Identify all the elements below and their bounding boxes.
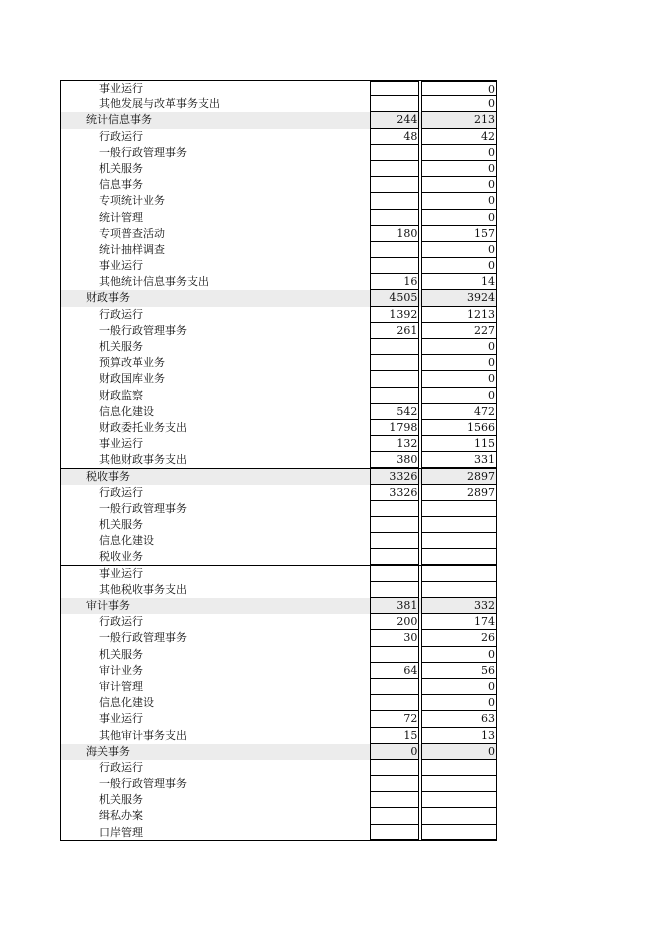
item-label: 机关服务 xyxy=(99,647,143,661)
item-label: 统计管理 xyxy=(99,210,143,224)
amount-cell-b xyxy=(421,792,497,808)
amount-cell-b: 332 xyxy=(421,598,497,614)
amount-cell-b xyxy=(421,825,497,840)
amount-cell-b: 0 xyxy=(421,210,497,226)
amount-cell-a xyxy=(370,388,420,404)
item-label: 行政运行 xyxy=(99,307,143,321)
item-label: 机关服务 xyxy=(99,161,143,175)
item-label: 财政国库业务 xyxy=(99,372,165,386)
amount-cell-b xyxy=(421,776,497,792)
table-row xyxy=(61,776,497,792)
table-row xyxy=(61,485,497,501)
amount-cell-b xyxy=(421,808,497,824)
table-row xyxy=(61,614,497,630)
amount-cell-a xyxy=(370,808,420,824)
amount-cell-a: 64 xyxy=(370,663,420,679)
item-label: 机关服务 xyxy=(99,340,143,353)
table-row xyxy=(61,825,497,841)
item-label: 行政运行 xyxy=(99,485,143,499)
item-label: 事业运行 xyxy=(99,566,143,580)
amount-cell-a: 16 xyxy=(370,274,420,290)
item-label: 机关服务 xyxy=(99,518,143,532)
table-row xyxy=(61,274,497,290)
table-row xyxy=(61,566,497,582)
amount-cell-a xyxy=(370,96,420,112)
amount-cell-b: 2897 xyxy=(421,469,497,485)
item-label: 事业运行 xyxy=(99,82,143,95)
item-label: 财政委托业务支出 xyxy=(99,420,187,434)
amount-cell-b: 0 xyxy=(421,744,497,760)
item-label: 审计管理 xyxy=(99,679,143,693)
amount-cell-b: 472 xyxy=(421,404,497,420)
amount-cell-a: 380 xyxy=(370,452,420,467)
item-label: 一般行政管理事务 xyxy=(99,501,187,515)
amount-cell-b: 3924 xyxy=(421,290,497,306)
amount-cell-b: 0 xyxy=(421,371,497,387)
item-label: 其他发展与改革事务支出 xyxy=(99,97,220,111)
item-label: 其他税收事务支出 xyxy=(99,582,187,596)
table-row xyxy=(61,711,497,727)
amount-cell-a xyxy=(370,549,420,564)
amount-cell-a xyxy=(370,695,420,711)
amount-cell-b: 14 xyxy=(421,274,497,290)
item-label: 一般行政管理事务 xyxy=(99,777,187,791)
amount-cell-b: 63 xyxy=(421,711,497,727)
amount-cell-a: 3326 xyxy=(370,469,420,485)
table-row xyxy=(61,436,497,452)
amount-cell-b xyxy=(421,517,497,533)
section-row xyxy=(61,744,497,760)
amount-cell-a: 1392 xyxy=(370,307,420,323)
amount-cell-b: 0 xyxy=(421,695,497,711)
amount-cell-b: 0 xyxy=(421,81,497,96)
table-row xyxy=(61,517,497,533)
table-row xyxy=(61,663,497,679)
section-label: 审计事务 xyxy=(86,599,130,612)
budget-table xyxy=(60,80,497,841)
amount-cell-a xyxy=(370,679,420,695)
amount-cell-b: 157 xyxy=(421,226,497,242)
amount-cell-b: 331 xyxy=(421,452,497,467)
table-row xyxy=(61,582,497,598)
amount-cell-b: 0 xyxy=(421,96,497,112)
amount-cell-a xyxy=(370,177,420,193)
amount-cell-a xyxy=(370,258,420,274)
table-row xyxy=(61,404,497,420)
table-row xyxy=(61,226,497,242)
amount-cell-b: 0 xyxy=(421,161,497,177)
table-row xyxy=(61,193,497,209)
item-label: 机关服务 xyxy=(99,793,143,807)
table-row xyxy=(61,647,497,663)
amount-cell-b: 56 xyxy=(421,663,497,679)
amount-cell-b: 0 xyxy=(421,242,497,258)
amount-cell-b: 0 xyxy=(421,177,497,193)
amount-cell-a: 1798 xyxy=(370,420,420,436)
table-row xyxy=(61,210,497,226)
amount-cell-a: 261 xyxy=(370,323,420,339)
item-label: 行政运行 xyxy=(99,615,143,629)
amount-cell-b: 42 xyxy=(421,129,497,145)
table-row xyxy=(61,323,497,339)
amount-cell-a: 381 xyxy=(370,598,420,614)
amount-cell-a: 132 xyxy=(370,436,420,452)
item-label: 信息事务 xyxy=(99,178,143,192)
table-row xyxy=(61,96,497,112)
amount-cell-b xyxy=(421,501,497,517)
amount-cell-a xyxy=(370,81,420,96)
amount-cell-b: 227 xyxy=(421,323,497,339)
item-label: 审计业务 xyxy=(99,663,143,677)
item-label: 专项统计业务 xyxy=(99,194,165,208)
table-row xyxy=(61,371,497,387)
item-label: 口岸管理 xyxy=(99,825,143,839)
amount-cell-b: 0 xyxy=(421,145,497,161)
amount-cell-b xyxy=(421,533,497,549)
amount-cell-a: 3326 xyxy=(370,485,420,501)
table-row xyxy=(61,355,497,371)
item-label: 其他财政事务支出 xyxy=(99,453,187,467)
section-label: 统计信息事务 xyxy=(86,113,152,127)
amount-cell-a: 48 xyxy=(370,129,420,145)
table-row xyxy=(61,258,497,274)
item-label: 行政运行 xyxy=(99,760,143,774)
amount-cell-a: 542 xyxy=(370,404,420,420)
amount-cell-a: 244 xyxy=(370,112,420,128)
table-row xyxy=(61,307,497,323)
table-row xyxy=(61,177,497,193)
amount-cell-b: 1213 xyxy=(421,307,497,323)
item-label: 事业运行 xyxy=(99,437,143,451)
amount-cell-a xyxy=(370,355,420,371)
amount-cell-b: 0 xyxy=(421,193,497,209)
amount-cell-b: 174 xyxy=(421,614,497,630)
table-row xyxy=(61,533,497,549)
section-row xyxy=(61,290,497,306)
table-row xyxy=(61,161,497,177)
table-row xyxy=(61,808,497,824)
amount-cell-a: 180 xyxy=(370,226,420,242)
table-row xyxy=(61,679,497,695)
amount-cell-b: 2897 xyxy=(421,485,497,501)
amount-cell-a: 4505 xyxy=(370,290,420,306)
section-row xyxy=(61,112,497,128)
item-label: 信息化建设 xyxy=(99,404,154,418)
table-row xyxy=(61,695,497,711)
amount-cell-a xyxy=(370,760,420,776)
amount-cell-b xyxy=(421,549,497,564)
amount-cell-b: 0 xyxy=(421,388,497,404)
amount-cell-b: 0 xyxy=(421,339,497,355)
amount-cell-a xyxy=(370,371,420,387)
item-label: 信息化建设 xyxy=(99,534,154,548)
table-row xyxy=(61,549,497,565)
amount-cell-a xyxy=(370,501,420,517)
amount-cell-a xyxy=(370,242,420,258)
amount-cell-a xyxy=(370,193,420,209)
item-label: 预算改革业务 xyxy=(99,356,165,370)
section-row xyxy=(61,469,497,485)
item-label: 一般行政管理事务 xyxy=(99,631,187,645)
table-row xyxy=(61,452,497,468)
table-row xyxy=(61,501,497,517)
amount-cell-a xyxy=(370,792,420,808)
table-row xyxy=(61,728,497,744)
amount-cell-a xyxy=(370,647,420,663)
amount-cell-b: 0 xyxy=(421,679,497,695)
table-row xyxy=(61,420,497,436)
amount-cell-a xyxy=(370,339,420,355)
amount-cell-a: 72 xyxy=(370,711,420,727)
amount-cell-b: 1566 xyxy=(421,420,497,436)
item-label: 一般行政管理事务 xyxy=(99,145,187,159)
amount-cell-b: 13 xyxy=(421,728,497,744)
item-label: 财政监察 xyxy=(99,388,143,402)
item-label: 事业运行 xyxy=(99,712,143,726)
item-label: 缉私办案 xyxy=(99,809,143,823)
amount-cell-a: 30 xyxy=(370,630,420,646)
item-label: 统计抽样调查 xyxy=(99,242,165,256)
item-label: 事业运行 xyxy=(99,259,143,273)
amount-cell-b xyxy=(421,566,497,582)
amount-cell-a: 0 xyxy=(370,744,420,760)
table-row xyxy=(61,760,497,776)
section-row xyxy=(61,598,497,614)
amount-cell-a xyxy=(370,582,420,598)
amount-cell-a xyxy=(370,533,420,549)
amount-cell-a xyxy=(370,161,420,177)
amount-cell-a: 15 xyxy=(370,728,420,744)
amount-cell-b: 0 xyxy=(421,258,497,274)
item-label: 其他审计事务支出 xyxy=(99,728,187,742)
amount-cell-a xyxy=(370,776,420,792)
amount-cell-b xyxy=(421,582,497,598)
item-label: 其他统计信息事务支出 xyxy=(99,275,209,289)
amount-cell-b: 213 xyxy=(421,112,497,128)
amount-cell-a: 200 xyxy=(370,614,420,630)
table-row xyxy=(61,792,497,808)
section-label: 财政事务 xyxy=(86,291,130,305)
amount-cell-b: 115 xyxy=(421,436,497,452)
table-row xyxy=(61,339,497,355)
table-row xyxy=(61,388,497,404)
table-row xyxy=(61,80,497,96)
amount-cell-b: 0 xyxy=(421,355,497,371)
table-row xyxy=(61,242,497,258)
amount-cell-a xyxy=(370,145,420,161)
table-row xyxy=(61,129,497,145)
item-label: 信息化建设 xyxy=(99,696,154,710)
amount-cell-a xyxy=(370,825,420,840)
section-label: 海关事务 xyxy=(86,744,130,758)
amount-cell-a xyxy=(370,517,420,533)
amount-cell-b: 26 xyxy=(421,630,497,646)
table-row xyxy=(61,145,497,161)
table-row xyxy=(61,630,497,646)
amount-cell-a xyxy=(370,566,420,582)
item-label: 一般行政管理事务 xyxy=(99,323,187,337)
amount-cell-b xyxy=(421,760,497,776)
section-label: 税收事务 xyxy=(86,469,130,483)
item-label: 行政运行 xyxy=(99,129,143,143)
amount-cell-a xyxy=(370,210,420,226)
amount-cell-b: 0 xyxy=(421,647,497,663)
item-label: 专项普查活动 xyxy=(99,226,165,240)
item-label: 税收业务 xyxy=(99,550,143,564)
